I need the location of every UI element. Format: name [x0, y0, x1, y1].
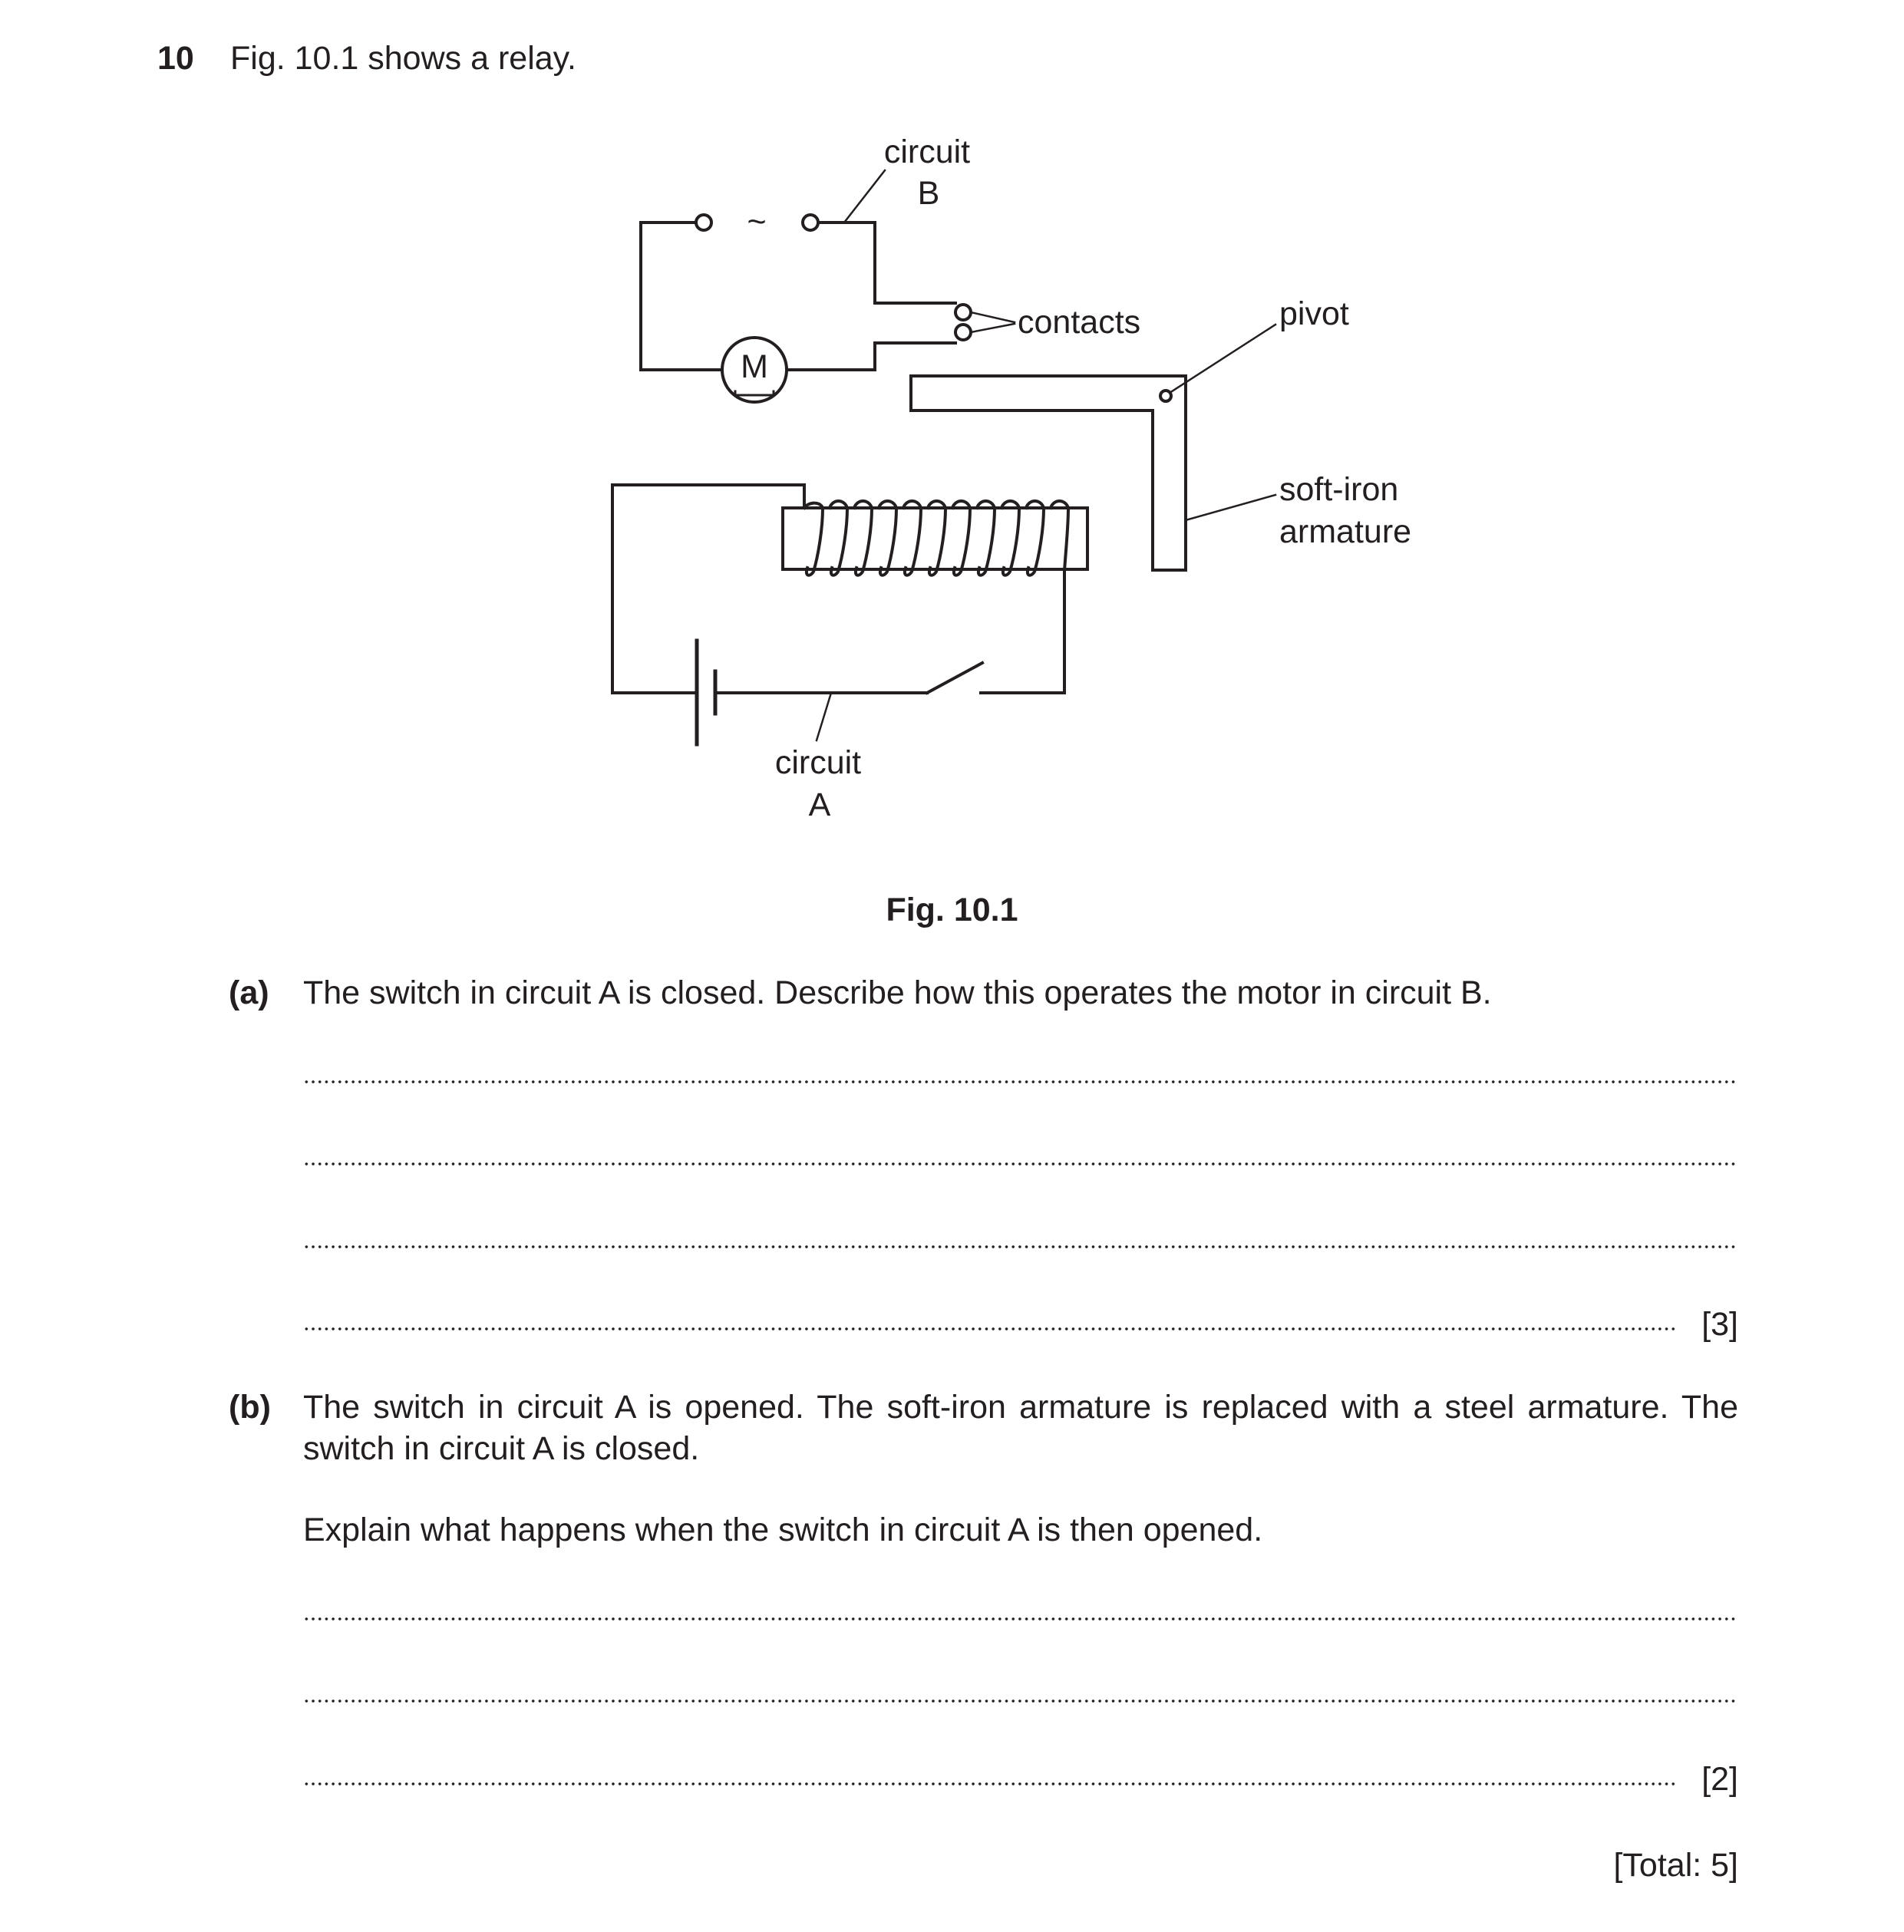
part-a-label: (a) [229, 974, 269, 1011]
pivot-leader [1170, 325, 1275, 393]
circuit-b-wire-motor-right [787, 343, 955, 370]
ac-terminal-left [696, 215, 711, 230]
circuit-a-label-line2: A [808, 786, 831, 823]
contact-bottom [955, 325, 971, 340]
ac-terminal-right [803, 215, 818, 230]
motor-label: M [741, 348, 768, 385]
answer-line-a1[interactable] [303, 1080, 1738, 1083]
pivot-label: pivot [1279, 295, 1349, 332]
ac-symbol: ~ [747, 203, 767, 240]
relay-diagram [0, 0, 1904, 882]
part-b-label: (b) [229, 1389, 271, 1426]
answer-line-b2[interactable] [303, 1700, 1738, 1703]
circuit-a-wire-left [612, 485, 804, 693]
answer-line-b1[interactable] [303, 1617, 1738, 1620]
circuit-b-wire-left [641, 223, 721, 370]
contact-top [955, 305, 971, 320]
question-intro: Fig. 10.1 shows a relay. [230, 40, 576, 77]
contacts-leader-top [971, 312, 1015, 322]
armature-label-line1: soft-iron [1279, 471, 1399, 508]
armature-leader [1186, 495, 1275, 520]
total-marks: [Total: 5] [1613, 1847, 1738, 1884]
answer-line-b3[interactable] [303, 1782, 1677, 1785]
circuit-a-label-line1: circuit [774, 744, 862, 781]
circuit-b-wire-right [820, 223, 955, 303]
circuit-b-leader [844, 170, 885, 223]
answer-line-a2[interactable] [303, 1162, 1738, 1165]
contacts-leader-bottom [971, 324, 1015, 332]
part-a-question: The switch in circuit A is closed. Describe how this operates the motor in circuit B. [303, 974, 1492, 1011]
part-a-marks: [3] [1701, 1306, 1738, 1343]
part-b-question: The switch in circuit A is opened. The soft-iron armature is replaced with a steel armature. The switch in circuit A is closed. [303, 1389, 1738, 1467]
figure-caption: Fig. 10.1 [886, 892, 1018, 928]
contacts-label: contacts [1018, 304, 1141, 341]
circuit-a-leader [817, 693, 831, 740]
circuit-a-wire-right [981, 572, 1064, 693]
part-b-marks: [2] [1701, 1761, 1738, 1798]
answer-line-a4[interactable] [303, 1327, 1677, 1330]
circuit-b-label-line1: circuit [883, 134, 971, 170]
armature-label-line2: armature [1279, 513, 1412, 550]
answer-line-a3[interactable] [303, 1245, 1738, 1248]
circuit-a-switch-blade [927, 663, 982, 693]
part-b-instruction: Explain what happens when the switch in circuit A is then opened. [303, 1512, 1263, 1548]
question-number: 10 [157, 40, 194, 77]
circuit-b-label-line2: B [917, 175, 940, 212]
